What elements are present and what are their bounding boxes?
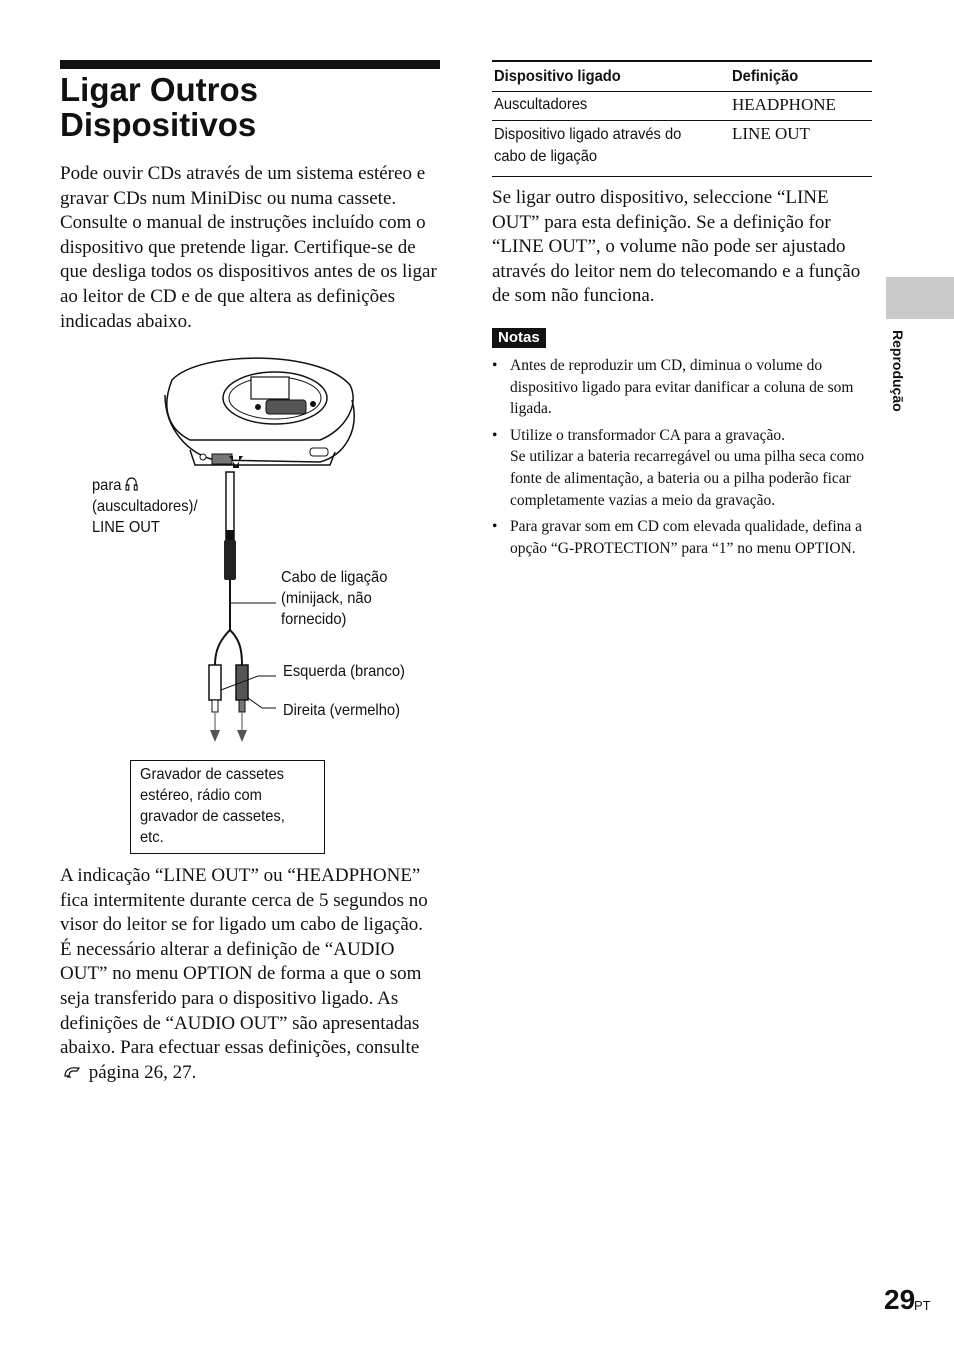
section-tab-text: Reprodução — [890, 330, 906, 412]
page-reference-icon — [62, 1064, 82, 1080]
after-diagram-text — [60, 864, 445, 1085]
line-out-indication-paragraph: A indicação “LINE OUT” ou “HEADPHONE” fica intermitente durante cerca de 5 segundos no visor do leitor se for ligado um cabo de ligação. — [60, 865, 428, 936]
cd-player-illustration — [165, 358, 354, 465]
title-rule — [60, 60, 440, 69]
page-reference-text: página 26, 27. — [88, 1061, 197, 1083]
list-item: • Antes de reproduzir um CD, diminua o volume do dispositivo ligado para evitar danificar a coluna de som ligada. — [492, 355, 877, 420]
intro-paragraph: Pode ouvir CDs através de um sistema estéreo e gravar CDs num MiniDisc ou numa cassete. Consulte o manual de instruções incluído com o dispositivo que pretende ligar. Certifique-se de que desliga todos os dispositivos antes de os ligar ao leitor de CD e de que altera as definições indicadas abaixo. — [60, 163, 437, 332]
table-row — [492, 121, 872, 177]
recorder-box-text — [140, 764, 285, 848]
jack-label-line2: (auscultadores)/ — [92, 498, 198, 515]
table-cell: Dispositivo ligado através do cabo de ligação — [492, 121, 732, 177]
table-header-setting: Definição — [732, 61, 872, 92]
recorder-line1: Gravador de cassetes — [140, 766, 285, 783]
jack-label-line1: para — [92, 477, 122, 494]
table-header-row — [492, 61, 872, 92]
connection-diagram — [150, 352, 360, 752]
jack-label — [92, 475, 198, 538]
notes-badge: Notas — [492, 328, 546, 348]
page-language: PT — [914, 1298, 931, 1313]
note-item-subtext: Se utilizar a bateria recarregável ou uma pilha seca como fonte de alimentação, a bateria ou a pilha poderão ficar completamente vazias a meio da gravação. — [510, 448, 865, 509]
left-channel-label: Esquerda (branco) — [283, 663, 405, 680]
section-tab — [886, 277, 954, 319]
cable-label-line2: (minijack, não — [281, 590, 372, 607]
recorder-line2: estéreo, rádio com — [140, 787, 262, 804]
page-title: Ligar Outros Dispositivos — [60, 71, 259, 143]
table-row — [492, 92, 872, 121]
section-tab-label — [888, 330, 908, 430]
line-out-paragraph: Se ligar outro dispositivo, seleccione “LINE OUT” para esta definição. Se a definição for “LINE OUT”, o volume não pode ser ajustado através do leitor nem do telecomando e a função de som não funciona. — [492, 187, 861, 307]
table-header-device: Dispositivo ligado — [492, 61, 732, 92]
list-item — [492, 425, 877, 511]
audio-out-paragraph — [60, 938, 445, 1086]
table-cell: Auscultadores — [492, 92, 732, 121]
cable-label-line3: fornecido) — [281, 611, 347, 628]
page-number: 29 — [884, 1284, 916, 1315]
audio-out-settings-table — [492, 60, 872, 177]
right-channel-label: Direita (vermelho) — [283, 702, 400, 719]
table-cell: HEADPHONE — [732, 92, 872, 121]
table-cell: LINE OUT — [732, 121, 872, 177]
note-item-text: • Utilize o transformador CA para a gravação. — [510, 426, 786, 444]
headphone-icon — [126, 476, 139, 492]
list-item: • Para gravar som em CD com elevada qualidade, defina a opção “G-PROTECTION” para “1” no menu OPTION. — [492, 516, 877, 559]
recorder-line4: etc. — [140, 829, 164, 846]
jack-label-line3: LINE OUT — [92, 519, 160, 536]
cable-label-line1: Cabo de ligação — [281, 569, 388, 586]
cable-label — [281, 567, 387, 630]
recorder-line3: gravador de cassetes, — [140, 808, 285, 825]
audio-out-text: É necessário alterar a definição de “AUDIO OUT” no menu OPTION de forma a que o som seja transferido para o dispositivo ligado. As definições de “AUDIO OUT” são apresentadas abaixo. Para efectuar essas definições, consulte — [60, 938, 422, 1059]
notes-list — [492, 355, 877, 564]
